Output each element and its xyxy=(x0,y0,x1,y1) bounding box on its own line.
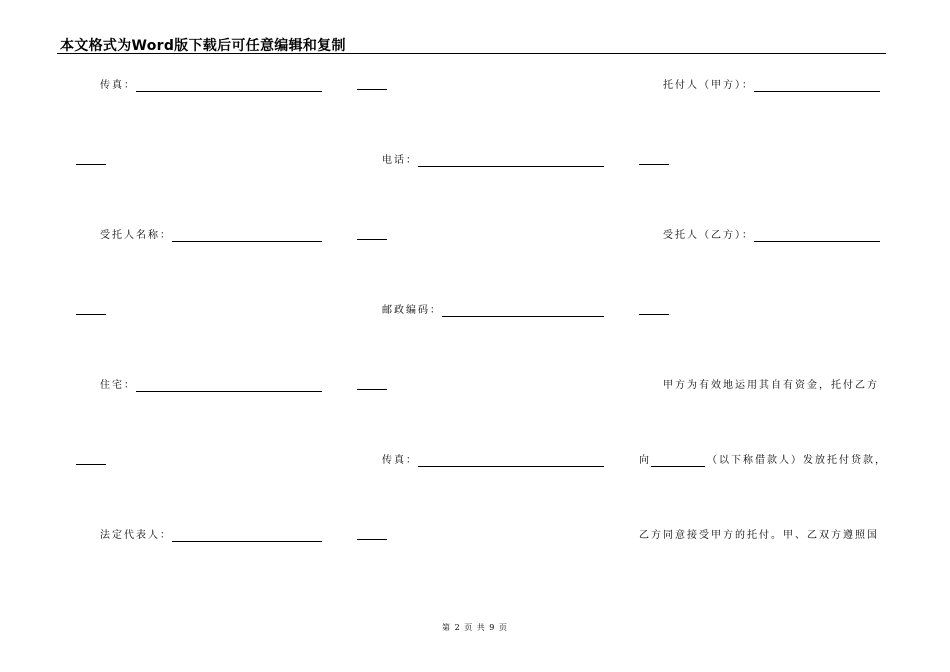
trustee-blank[interactable] xyxy=(754,231,880,242)
fax-blank-2[interactable] xyxy=(418,456,604,467)
short-blank[interactable] xyxy=(76,164,106,165)
page-number-footer: 第 2 页 共 9 页 xyxy=(442,623,508,632)
fax-label-1: 传真： xyxy=(100,80,136,91)
short-blank[interactable] xyxy=(357,239,387,240)
fax-field-2 xyxy=(382,455,604,467)
paragraph-text-1: 甲方为有效地运用其自有资金，托付乙方 xyxy=(663,380,879,391)
short-blank[interactable] xyxy=(357,89,387,90)
paragraph-line-2 xyxy=(639,455,887,467)
trustee-label: 受托人（乙方）： xyxy=(663,230,754,241)
short-blank[interactable] xyxy=(76,314,106,315)
principal-label: 托付人（甲方）： xyxy=(663,80,754,91)
phone-label: 电话： xyxy=(382,155,418,166)
fax-field-1 xyxy=(100,80,322,92)
postal-code-label: 邮政编码： xyxy=(382,305,442,316)
trustee-field xyxy=(663,230,880,242)
short-blank[interactable] xyxy=(357,389,387,390)
trustee-name-field xyxy=(100,230,322,242)
short-blank[interactable] xyxy=(357,539,387,540)
principal-field xyxy=(663,80,880,92)
residence-label: 住宅： xyxy=(100,380,136,391)
paragraph-line-1 xyxy=(663,380,879,392)
postal-code-field xyxy=(382,305,604,317)
fax-label-2: 传真： xyxy=(382,455,418,466)
borrower-blank[interactable] xyxy=(651,456,705,467)
short-blank[interactable] xyxy=(76,464,106,465)
header-divider xyxy=(57,53,886,54)
paragraph-text-2a: 向 xyxy=(639,455,651,466)
paragraph-text-3: 乙方同意接受甲方的托付。甲、乙双方遵照国 xyxy=(639,530,879,541)
fax-blank-1[interactable] xyxy=(136,81,322,92)
legal-rep-field xyxy=(100,530,322,542)
phone-field xyxy=(382,155,604,167)
legal-rep-label: 法定代表人： xyxy=(100,530,172,541)
document-header-title: 本文格式为Word版下载后可任意编辑和复制 xyxy=(60,38,346,54)
residence-field xyxy=(100,380,322,392)
short-blank[interactable] xyxy=(639,314,669,315)
paragraph-text-2b: （以下称借款人）发放托付贷款， xyxy=(707,455,887,466)
principal-blank[interactable] xyxy=(754,81,880,92)
paragraph-line-3 xyxy=(639,530,879,542)
residence-blank[interactable] xyxy=(136,381,322,392)
phone-blank[interactable] xyxy=(418,156,604,167)
trustee-name-blank[interactable] xyxy=(172,231,322,242)
trustee-name-label: 受托人名称： xyxy=(100,230,172,241)
legal-rep-blank[interactable] xyxy=(172,531,322,542)
postal-code-blank[interactable] xyxy=(442,306,604,317)
short-blank[interactable] xyxy=(639,164,669,165)
